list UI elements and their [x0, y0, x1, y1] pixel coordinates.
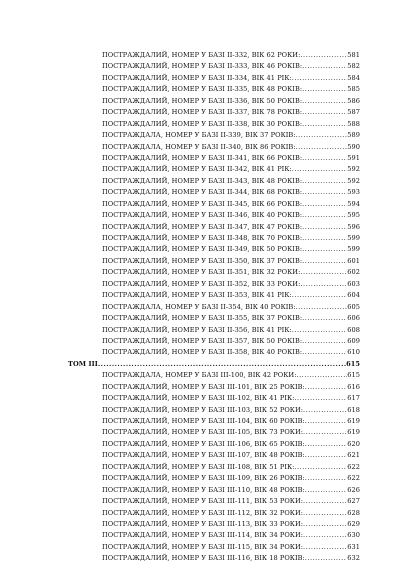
- toc-entry[interactable]: [68, 439, 360, 450]
- toc-entry[interactable]: [68, 542, 360, 553]
- toc-entry-title: ПОСТРАЖДАЛИЙ, НОМЕР У БАЗІ ІІ-343, ВІК 48 РОКІВ:: [102, 176, 303, 185]
- toc-entry-title: ПОСТРАЖДАЛИЙ, НОМЕР У БАЗІ ІІІ-114, ВІК 34 РОКИ:: [102, 531, 304, 540]
- toc-entry-title: ПОСТРАЖДАЛИЙ, НОМЕР У БАЗІ ІІІ-101, ВІК 25 РОКІВ:: [102, 382, 305, 391]
- page-number: 581: [347, 51, 360, 59]
- dot-leader: [292, 325, 347, 336]
- toc-entry[interactable]: [68, 382, 360, 393]
- page-number: 589: [347, 131, 360, 140]
- toc-entry[interactable]: [68, 61, 360, 72]
- page-number: 628: [347, 508, 360, 517]
- toc-entry[interactable]: [68, 153, 360, 164]
- toc-entry[interactable]: [68, 519, 360, 530]
- page-number: 595: [347, 211, 360, 220]
- toc-entry-title: ПОСТРАЖДАЛИЙ, НОМЕР У БАЗІ ІІ-341, ВІК 66 РОКІВ:: [102, 153, 303, 162]
- toc-entry[interactable]: [68, 73, 360, 84]
- dot-leader: [302, 222, 347, 233]
- dot-leader: [296, 142, 348, 153]
- page-number: 603: [347, 279, 360, 288]
- page-number: 587: [347, 108, 360, 117]
- dot-leader: [296, 302, 348, 313]
- toc-entry[interactable]: [68, 233, 360, 244]
- toc-entry-title: ПОСТРАЖДАЛИЙ, НОМЕР У БАЗІ ІІІ-113, ВІК 33 РОКИ:: [102, 519, 304, 528]
- dot-leader: [303, 508, 347, 519]
- dot-leader: [303, 542, 347, 553]
- toc-entry-title: ПОСТРАЖДАЛИЙ, НОМЕР У БАЗІ ІІІ-112, ВІК 32 РОКИ:: [102, 508, 304, 517]
- toc-entry-title: ПОСТРАЖДАЛИЙ, НОМЕР У БАЗІ ІІІ-116, ВІК 18 РОКІВ:: [102, 554, 305, 563]
- dot-leader: [302, 347, 347, 358]
- page-number: 599: [347, 234, 360, 242]
- dot-leader: [302, 256, 347, 267]
- toc-entry[interactable]: [68, 302, 360, 313]
- dot-leader: [302, 199, 347, 210]
- toc-entry[interactable]: [68, 427, 360, 438]
- page-number: 609: [347, 336, 360, 345]
- dot-leader: [98, 359, 346, 370]
- dot-leader: [300, 50, 347, 61]
- toc-entry[interactable]: [68, 530, 360, 541]
- toc-entry[interactable]: [68, 222, 360, 233]
- dot-leader: [305, 439, 347, 450]
- dot-leader: [302, 153, 347, 164]
- toc-entry-title: ПОСТРАЖДАЛИЙ, НОМЕР У БАЗІ ІІІ-106, ВІК 65 РОКІВ:: [102, 439, 305, 448]
- toc-entry-title: ПОСТРАЖДАЛИЙ, НОМЕР У БАЗІ ІІІ-109, ВІК 26 РОКІВ:: [102, 474, 305, 483]
- toc-entry[interactable]: [68, 142, 360, 153]
- page-number: 610: [347, 348, 360, 357]
- toc-entry-title: ПОСТРАЖДАЛИЙ, НОМЕР У БАЗІ ІІ-334, ВІК 41 РІК:: [102, 73, 292, 82]
- toc-entry-title: ПОСТРАЖДАЛИЙ, НОМЕР У БАЗІ ІІІ-107, ВІК 48 РОКІВ:: [102, 451, 305, 460]
- toc-entry-title: ПОСТРАЖДАЛИЙ, НОМЕР У БАЗІ ІІ-344, ВІК 68 РОКІВ:: [102, 188, 303, 197]
- toc-entry[interactable]: [68, 130, 360, 141]
- toc-entry[interactable]: [68, 473, 360, 484]
- page-number: 604: [347, 291, 360, 300]
- page-number: 619: [347, 417, 360, 425]
- dot-leader: [300, 279, 347, 290]
- toc-entry-title: ПОСТРАЖДАЛИЙ, НОМЕР У БАЗІ ІІ-345, ВІК 66 РОКІВ:: [102, 199, 303, 208]
- page-number: 631: [347, 542, 360, 551]
- toc-entry[interactable]: [68, 405, 360, 416]
- toc-entry[interactable]: [68, 96, 360, 107]
- page-number: 593: [347, 188, 360, 197]
- toc-entry[interactable]: [68, 313, 360, 324]
- page-number: 605: [347, 302, 360, 311]
- page-number: 588: [347, 119, 360, 128]
- toc-entry-title: ПОСТРАЖДАЛИЙ, НОМЕР У БАЗІ ІІ-355, ВІК 37 РОКІВ:: [102, 314, 303, 323]
- toc-entry[interactable]: [68, 256, 360, 267]
- toc-entry-title: ПОСТРАЖДАЛИЙ, НОМЕР У БАЗІ ІІ-358, ВІК 40 РОКІВ:: [102, 348, 303, 357]
- page-number: 630: [347, 531, 360, 540]
- page-number: 622: [347, 474, 360, 483]
- table-of-contents: [68, 50, 360, 565]
- dot-leader: [300, 267, 347, 278]
- toc-entry[interactable]: [68, 450, 360, 461]
- dot-leader: [305, 382, 347, 393]
- toc-entry[interactable]: [68, 416, 360, 427]
- dot-leader: [305, 416, 347, 427]
- dot-leader: [302, 96, 347, 107]
- page-number: 620: [347, 439, 360, 448]
- toc-entry[interactable]: [68, 508, 360, 519]
- toc-entry[interactable]: [68, 210, 360, 221]
- toc-entry-title: ПОСТРАЖДАЛА, НОМЕР У БАЗІ ІІ-340, ВІК 86 РОКІВ:: [102, 142, 296, 151]
- toc-entry-title: ПОСТРАЖДАЛИЙ, НОМЕР У БАЗІ ІІІ-108, ВІК 51 РІК:: [102, 462, 295, 471]
- toc-entry[interactable]: [68, 462, 360, 473]
- page-number: 602: [347, 268, 360, 277]
- toc-entry-title: ПОСТРАЖДАЛИЙ, НОМЕР У БАЗІ ІІІ-115, ВІК 34 РОКИ:: [102, 542, 304, 551]
- dot-leader: [302, 336, 347, 347]
- dot-leader: [303, 496, 347, 507]
- dot-leader: [292, 164, 347, 175]
- page-number: 586: [347, 96, 360, 105]
- toc-volume-title: ТОМ ІІІ: [68, 359, 98, 368]
- page-number: 606: [347, 314, 360, 323]
- page-number: 608: [347, 325, 360, 334]
- page-number: 599: [347, 245, 360, 254]
- page-number: 590: [347, 142, 360, 151]
- toc-entry[interactable]: [68, 187, 360, 198]
- dot-leader: [303, 530, 347, 541]
- dot-leader: [302, 84, 347, 95]
- dot-leader: [296, 130, 348, 141]
- toc-entry-title: ПОСТРАЖДАЛИЙ, НОМЕР У БАЗІ ІІ-346, ВІК 40 РОКІВ:: [102, 211, 303, 220]
- toc-entry[interactable]: [68, 119, 360, 130]
- toc-entry-title: ПОСТРАЖДАЛИЙ, НОМЕР У БАЗІ ІІ-333, ВІК 46 РОКІВ:: [102, 62, 303, 71]
- dot-leader: [302, 210, 347, 221]
- toc-entry[interactable]: [68, 485, 360, 496]
- page-number: 616: [347, 382, 360, 391]
- page-number: 594: [347, 199, 360, 208]
- toc-entry-title: ПОСТРАЖДАЛИЙ, НОМЕР У БАЗІ ІІІ-105, ВІК 73 РОКИ:: [102, 428, 304, 437]
- dot-leader: [302, 176, 347, 187]
- toc-entry[interactable]: [68, 107, 360, 118]
- toc-entry-title: ПОСТРАЖДАЛИЙ, НОМЕР У БАЗІ ІІІ-103, ВІК 52 РОКИ:: [102, 405, 304, 414]
- toc-entry[interactable]: [68, 290, 360, 301]
- toc-entry[interactable]: [68, 325, 360, 336]
- toc-entry-title: ПОСТРАЖДАЛИЙ, НОМЕР У БАЗІ ІІ-350, ВІК 37 РОКІВ:: [102, 256, 303, 265]
- dot-leader: [303, 427, 347, 438]
- toc-entry-title: ПОСТРАЖДАЛИЙ, НОМЕР У БАЗІ ІІ-337, ВІК 78 РОКІВ:: [102, 108, 303, 117]
- page-number: 617: [347, 394, 360, 403]
- toc-entry-title: ПОСТРАЖДАЛИЙ, НОМЕР У БАЗІ ІІ-353, ВІК 41 РІК:: [102, 291, 292, 300]
- dot-leader: [303, 405, 347, 416]
- toc-entry-title: ПОСТРАЖДАЛИЙ, НОМЕР У БАЗІ ІІ-348, ВІК 70 РОКІВ:: [102, 234, 303, 242]
- toc-entry-title: ПОСТРАЖДАЛИЙ, НОМЕР У БАЗІ ІІІ-102, ВІК 41 РІК:: [102, 394, 295, 403]
- page-number: 584: [347, 73, 360, 82]
- toc-entry-title: ПОСТРАЖДАЛИЙ, НОМЕР У БАЗІ ІІ-338, ВІК 30 РОКІВ:: [102, 119, 303, 128]
- toc-entry[interactable]: [68, 336, 360, 347]
- page-number: 596: [347, 222, 360, 231]
- dot-leader: [302, 119, 347, 130]
- dot-leader: [302, 313, 347, 324]
- toc-entry[interactable]: [68, 393, 360, 404]
- toc-entry-title: ПОСТРАЖДАЛА, НОМЕР У БАЗІ ІІІ-100, ВІК 42 РОКИ:: [102, 371, 297, 380]
- dot-leader: [292, 290, 347, 301]
- toc-entry-title: ПОСТРАЖДАЛИЙ, НОМЕР У БАЗІ ІІ-357, ВІК 50 РОКІВ:: [102, 336, 303, 345]
- toc-entry-title: ПОСТРАЖДАЛИЙ, НОМЕР У БАЗІ ІІ-356, ВІК 41 РІК:: [102, 325, 292, 334]
- toc-volume-heading[interactable]: [68, 359, 360, 370]
- dot-leader: [302, 61, 347, 72]
- dot-leader: [302, 244, 347, 255]
- toc-entry[interactable]: [68, 164, 360, 175]
- toc-entry-title: ПОСТРАЖДАЛИЙ, НОМЕР У БАЗІ ІІ-347, ВІК 47 РОКІВ:: [102, 222, 303, 231]
- dot-leader: [305, 485, 347, 496]
- page-number: 585: [347, 85, 360, 94]
- dot-leader: [294, 393, 347, 404]
- toc-entry[interactable]: [68, 50, 360, 61]
- toc-entry[interactable]: [68, 267, 360, 278]
- page-number: 582: [347, 62, 360, 71]
- page-number: 592: [347, 176, 360, 185]
- page-number: 619: [347, 428, 360, 437]
- page-number: 601: [347, 256, 360, 265]
- page-number: 618: [347, 405, 360, 414]
- toc-entry-title: ПОСТРАЖДАЛА, НОМЕР У БАЗІ ІІ-354, ВІК 40 РОКІВ:: [102, 302, 296, 311]
- toc-entry-title: ПОСТРАЖДАЛИЙ, НОМЕР У БАЗІ ІІІ-110, ВІК 48 РОКІВ:: [102, 485, 305, 494]
- dot-leader: [303, 519, 347, 530]
- page-number: 622: [347, 462, 360, 471]
- toc-entry[interactable]: [68, 370, 360, 381]
- dot-leader: [305, 553, 347, 564]
- toc-entry-title: ПОСТРАЖДАЛИЙ, НОМЕР У БАЗІ ІІ-342, ВІК 41 РІК:: [102, 165, 292, 174]
- dot-leader: [305, 473, 347, 484]
- dot-leader: [294, 462, 347, 473]
- toc-entry[interactable]: [68, 553, 360, 564]
- dot-leader: [302, 233, 347, 244]
- dot-leader: [302, 107, 347, 118]
- toc-entry[interactable]: [68, 496, 360, 507]
- toc-entry[interactable]: [68, 244, 360, 255]
- toc-entry[interactable]: [68, 84, 360, 95]
- toc-entry-title: ПОСТРАЖДАЛИЙ, НОМЕР У БАЗІ ІІ-351, ВІК 32 РОКИ:: [102, 268, 301, 277]
- toc-entry-title: ПОСТРАЖДАЛИЙ, НОМЕР У БАЗІ ІІ-332, ВІК 62 РОКИ:: [102, 51, 301, 59]
- toc-entry[interactable]: [68, 279, 360, 290]
- page-number: 621: [347, 451, 360, 460]
- page-number: 592: [347, 165, 360, 174]
- dot-leader: [296, 370, 347, 381]
- toc-entry-title: ПОСТРАЖДАЛИЙ, НОМЕР У БАЗІ ІІІ-104, ВІК 60 РОКІВ:: [102, 417, 305, 425]
- toc-entry-title: ПОСТРАЖДАЛА, НОМЕР У БАЗІ ІІ-339, ВІК 37 РОКІВ:: [102, 131, 296, 140]
- toc-entry-title: ПОСТРАЖДАЛИЙ, НОМЕР У БАЗІ ІІ-336, ВІК 50 РОКІВ:: [102, 96, 303, 105]
- toc-entry[interactable]: [68, 199, 360, 210]
- dot-leader: [292, 73, 347, 84]
- dot-leader: [305, 450, 347, 461]
- toc-entry-title: ПОСТРАЖДАЛИЙ, НОМЕР У БАЗІ ІІ-335, ВІК 48 РОКІВ:: [102, 85, 303, 94]
- page-number: 627: [347, 497, 360, 506]
- toc-entry[interactable]: [68, 176, 360, 187]
- page-number: 615: [347, 371, 360, 380]
- toc-entry-title: ПОСТРАЖДАЛИЙ, НОМЕР У БАЗІ ІІ-352, ВІК 33 РОКИ:: [102, 279, 301, 288]
- page-number: 629: [347, 519, 360, 528]
- toc-entry-title: ПОСТРАЖДАЛИЙ, НОМЕР У БАЗІ ІІ-349, ВІК 50 РОКІВ:: [102, 245, 303, 254]
- page-number: 632: [347, 554, 360, 563]
- dot-leader: [302, 187, 347, 198]
- page-number: 591: [347, 153, 360, 162]
- page-number: 626: [347, 485, 360, 494]
- page-number: 615: [346, 359, 360, 368]
- toc-entry-title: ПОСТРАЖДАЛИЙ, НОМЕР У БАЗІ ІІІ-111, ВІК 53 РОКИ:: [102, 497, 304, 506]
- toc-entry[interactable]: [68, 347, 360, 358]
